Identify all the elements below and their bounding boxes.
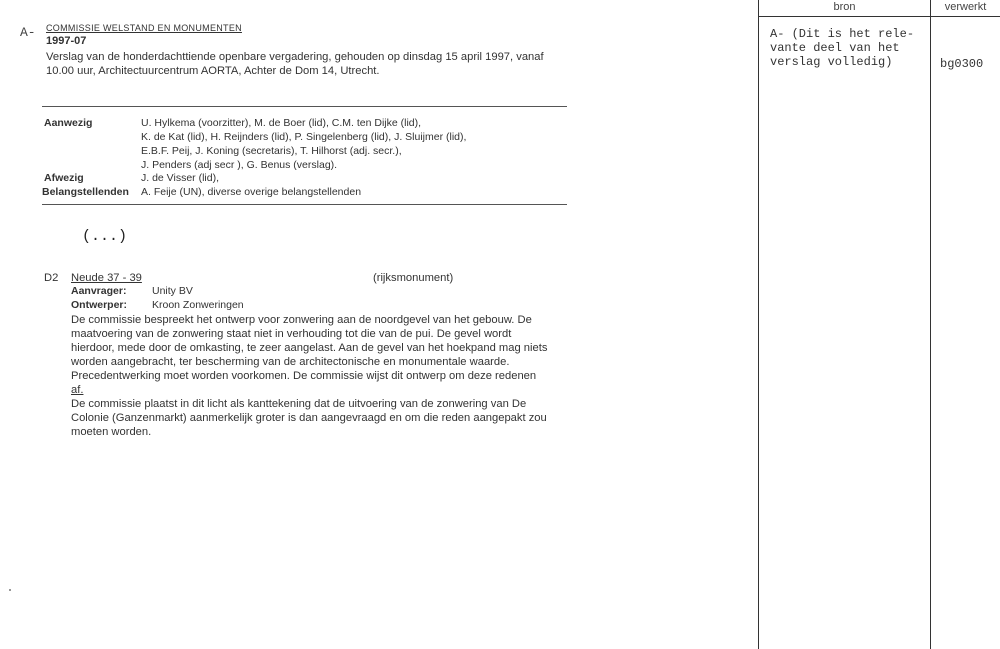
bron-header: bron — [759, 0, 930, 17]
aanwezig-line-4: J. Penders (adj secr ), G. Benus (verslag). — [141, 159, 338, 171]
item-code: D2 — [44, 272, 59, 284]
intro-line-1: Verslag van de honderdachttiende openbare vergadering, gehouden op dinsdag 15 april 1997, vanaf — [46, 51, 544, 63]
omission-marker: (...) — [82, 228, 128, 245]
aanvrager-label: Aanvrager: — [71, 285, 127, 297]
top-rule — [42, 106, 567, 107]
bottom-rule — [42, 204, 567, 205]
column-separator — [930, 0, 931, 649]
aanvrager-value: Unity BV — [152, 285, 193, 297]
item-address: Neude 37 - 39 — [71, 272, 142, 284]
verwerkt-code: bg0300 — [940, 57, 984, 71]
aanwezig-label: Aanwezig — [44, 117, 93, 129]
afwezig-value: J. de Visser (lid), — [141, 172, 219, 184]
bron-note-line-3: verslag volledig) — [770, 55, 893, 69]
aanwezig-line-2: K. de Kat (lid), H. Reijnders (lid), P. Singelenberg (lid), J. Sluijmer (lid), — [141, 131, 467, 143]
bron-column-left-border — [758, 0, 759, 649]
verwerkt-header: verwerkt — [931, 0, 1000, 17]
body-line-8: Colonie (Ganzenmarkt) aanmerkelijk groter is dan aangevraagd en om die reden aangepakt zou — [71, 412, 547, 424]
body-line-6: af. — [71, 384, 84, 396]
item-status: (rijksmonument) — [373, 272, 454, 284]
belangstellenden-value: A. Feije (UN), diverse overige belangstellenden — [141, 186, 362, 198]
intro-line-2: 10.00 uur, Architectuurcentrum AORTA, Achter de Dom 14, Utrecht. — [46, 65, 380, 77]
belangstellenden-label: Belangstellenden — [42, 186, 129, 198]
body-line-7: De commissie plaatst in dit licht als kanttekening dat de uitvoering van de zonwering van De — [71, 398, 527, 410]
body-line-2: maatvoering van de zonwering staat niet in verhouding tot die van de pui. De gevel wordt — [71, 328, 512, 340]
body-line-4: worden aangebracht, ter bescherming van de architectonische en monumentale waarde. — [71, 356, 510, 368]
a-marker: A- — [20, 25, 36, 40]
ontwerper-value: Kroon Zonweringen — [152, 299, 244, 311]
afwezig-label: Afwezig — [44, 172, 84, 184]
aanwezig-line-3: E.B.F. Peij, J. Koning (secretaris), T. Hilhorst (adj. secr.), — [141, 145, 402, 157]
commissie-title: COMMISSIE WELSTAND EN MONUMENTEN — [46, 23, 242, 33]
body-line-1: De commissie bespreekt het ontwerp voor zonwering aan de noordgevel van het gebouw. De — [71, 314, 532, 326]
bron-note-line-2: vante deel van het — [770, 41, 900, 55]
body-line-3: hierdoor, mede door de omkasting, te zeer aangelast. Aan de gevel van het hoekpand mag niets — [71, 342, 548, 354]
meeting-number: 1997-07 — [46, 35, 87, 47]
bron-note-line-1: A- (Dit is het rele- — [770, 27, 915, 41]
aanwezig-line-1: U. Hylkema (voorzitter), M. de Boer (lid), C.M. ten Dijke (lid), — [141, 117, 422, 129]
ontwerper-label: Ontwerper: — [71, 299, 128, 311]
body-line-5: Precedentwerking moet worden voorkomen. De commissie wijst dit ontwerp om deze redenen — [71, 370, 537, 382]
scan-speck — [9, 589, 11, 591]
body-line-9: moeten worden. — [71, 426, 152, 438]
